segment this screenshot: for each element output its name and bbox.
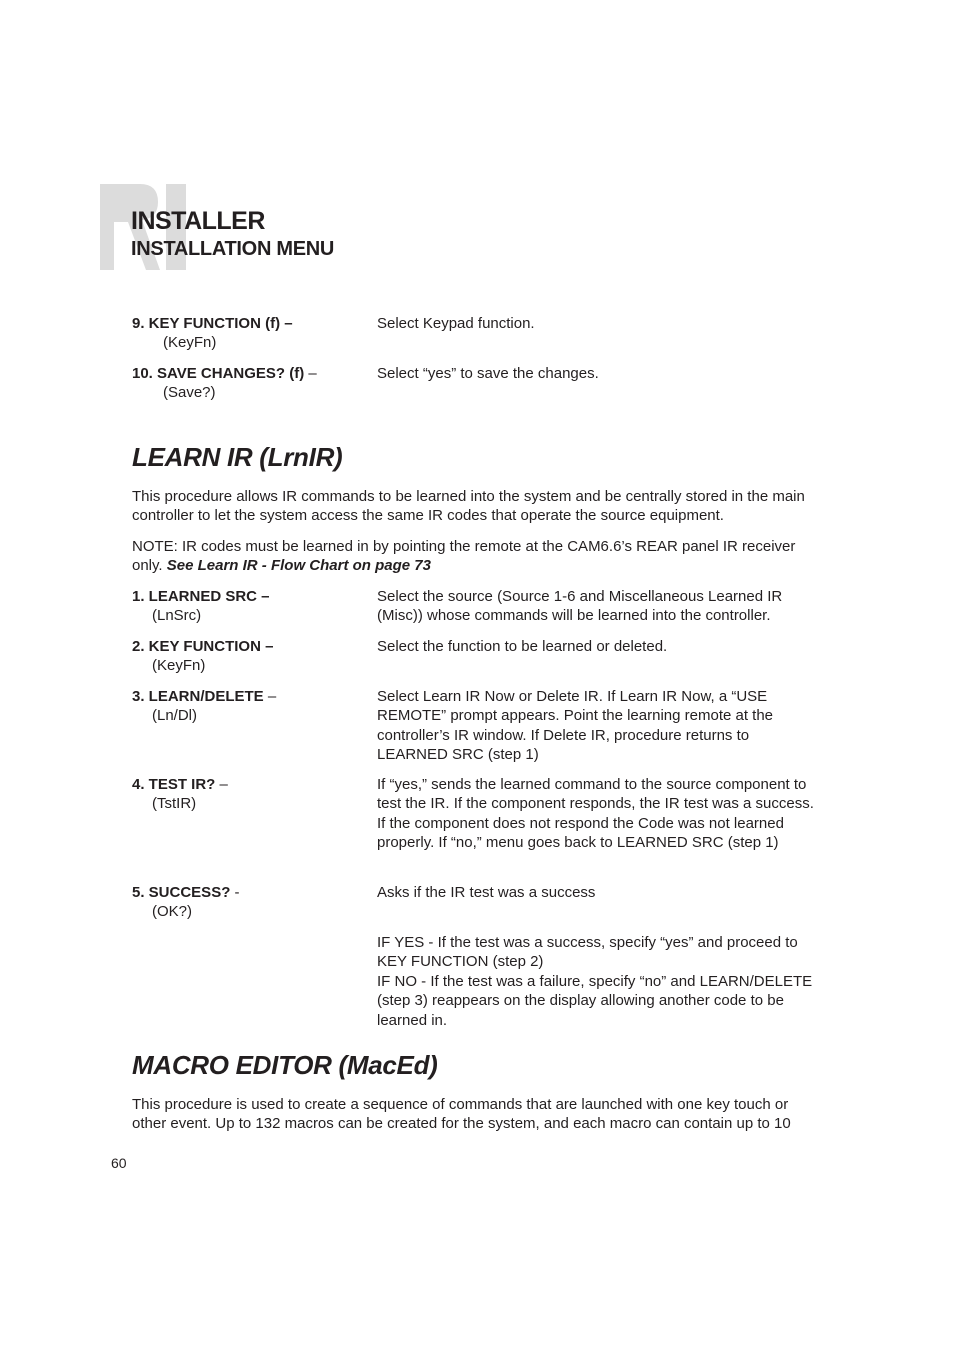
item-description: If “yes,” sends the learned command to the source component to test the IR. If the component responds, the IR test was a success. If the component does not respond the Code was not learned properly. If “no,” menu goes back to LEARNED SRC (step 1) bbox=[377, 776, 814, 852]
item-label: 3. LEARN/DELETE bbox=[132, 688, 264, 705]
success-outcomes bbox=[132, 933, 822, 1033]
item-abbr: (KeyFn) bbox=[163, 334, 217, 352]
page-title: INSTALLER bbox=[131, 207, 265, 235]
learn-ir-intro: This procedure allows IR commands to be learned into the system and be centrally stored in the main controller to let the system access the same IR codes that operate the source equipment. bbox=[132, 488, 805, 525]
learn-ir-note bbox=[132, 537, 824, 576]
item-separator: – bbox=[304, 365, 317, 382]
item-abbr: (OK?) bbox=[152, 903, 193, 921]
section-heading-macro-editor: MACRO EDITOR (MacEd) bbox=[132, 1050, 438, 1080]
item-label: 5. SUCCESS? bbox=[132, 884, 231, 901]
item-separator: – bbox=[263, 688, 277, 705]
item-description: Select Learn IR Now or Delete IR. If Learn IR Now, a “USE REMOTE” prompt appears. Point the learning remote at the controller’s IR window. If Delete IR, procedure returns to LEARNED SRC (step 1) bbox=[377, 688, 774, 764]
item-separator: - bbox=[230, 884, 240, 901]
if-no-text: IF NO - If the test was a failure, specify “no” and LEARN/DELETE (step 3) reappears on the display allowing another code to be learned in. bbox=[377, 972, 813, 1029]
section-heading-learn-ir: LEARN IR (LrnIR) bbox=[132, 442, 343, 472]
list-item bbox=[132, 883, 822, 923]
page-number: 60 bbox=[111, 1155, 127, 1171]
macro-editor-intro: This procedure is used to create a sequence of commands that are launched with one key touch or other event. Up to 132 macros can be created for the system, and each macro can contain up to 10 bbox=[132, 1096, 791, 1133]
item-label: 1. LEARNED SRC – bbox=[132, 588, 270, 605]
list-item bbox=[132, 314, 822, 354]
flow-chart-reference: See Learn IR - Flow Chart on page 73 bbox=[166, 557, 431, 575]
item-description: Select the source (Source 1-6 and Miscellaneous Learned IR (Misc)) whose commands will be learned into the controller. bbox=[377, 588, 783, 625]
item-label: 2. KEY FUNCTION – bbox=[132, 638, 274, 655]
item-abbr: (LnSrc) bbox=[152, 607, 202, 625]
item-abbr: (KeyFn) bbox=[152, 657, 206, 675]
list-item bbox=[132, 364, 822, 404]
list-item bbox=[132, 687, 822, 767]
page-subtitle: INSTALLATION MENU bbox=[131, 238, 335, 260]
item-description: Select the function to be learned or deleted. bbox=[377, 638, 668, 655]
item-abbr: (Save?) bbox=[163, 384, 216, 402]
item-description: Select Keypad function. bbox=[377, 315, 535, 332]
item-abbr: (TstIR) bbox=[152, 795, 197, 813]
item-abbr: (Ln/Dl) bbox=[152, 707, 198, 725]
item-label: 4. TEST IR? bbox=[132, 776, 216, 793]
note-text: NOTE: IR codes must be learned in by pointing the remote at the CAM6.6’s REAR panel IR receiver only. bbox=[132, 538, 796, 575]
item-description: Select “yes” to save the changes. bbox=[377, 365, 599, 382]
list-item bbox=[132, 637, 822, 677]
list-item bbox=[132, 587, 822, 627]
list-item bbox=[132, 775, 822, 875]
item-separator: – bbox=[215, 776, 228, 793]
item-description: Asks if the IR test was a success bbox=[377, 884, 596, 901]
item-label: 10. SAVE CHANGES? (f) bbox=[132, 365, 305, 382]
if-yes-text: IF YES - If the test was a success, specify “yes” and proceed to KEY FUNCTION (step 2) bbox=[377, 934, 798, 971]
item-label: 9. KEY FUNCTION (f) – bbox=[132, 315, 293, 332]
